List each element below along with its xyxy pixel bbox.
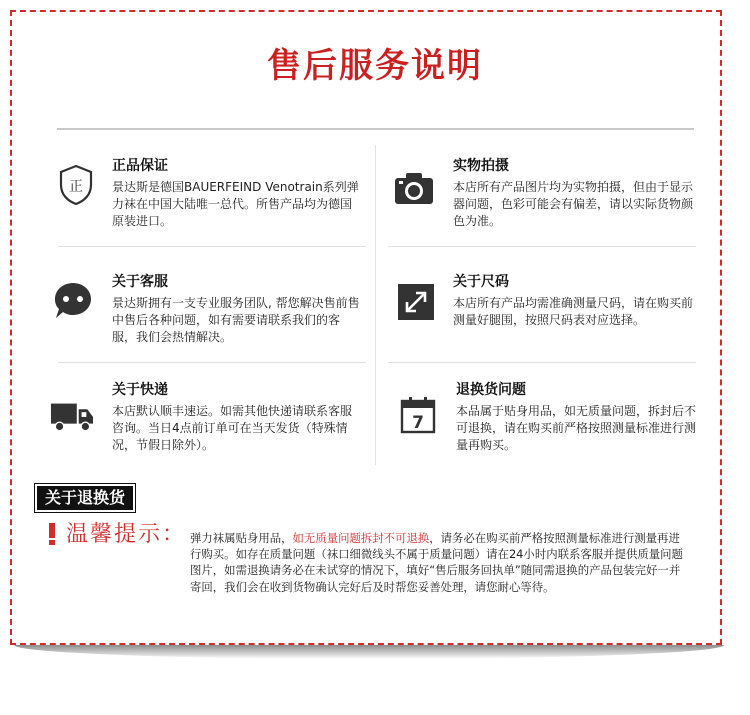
returns-section-tag: 关于退换货 [35,484,135,512]
item-title: 关于快递 [112,382,168,398]
info-item [453,157,703,230]
item-title: 实物拍摄 [453,158,509,174]
item-text: 本店默认顺丰速运。如需其他快递请联系客服咨询。当日4点前订单可在当天发货（特殊情况，节假日除外）。 [112,404,353,452]
item-title: 关于客服 [112,274,168,290]
camera-icon [392,166,436,210]
title-divider [57,128,694,130]
item-text: 景达斯是德国BAUERFEIND Venotrain系列弹力袜在中国大陆唯一总代。所售产品均为德国原装进口。 [112,180,359,228]
exclamation-icon [48,523,56,545]
row-divider [388,362,696,363]
info-item [112,273,362,346]
item-text: 景达斯拥有一支专业服务团队, 帮您解决售前售中售后各种问题，如有需要请联系我们的客服，我们会热情解决。 [112,296,360,344]
item-title: 关于尺码 [453,274,509,290]
calendar-icon [396,393,440,437]
row-divider [388,246,696,247]
notice-label: 温馨提示： [66,522,187,547]
bottom-shadow [14,645,724,659]
shield-icon [54,163,98,207]
notice-text-part: ，请务必在购买前严格按照测量标准进行测量再进行购买。如存在质量问题（袜口细微线头不属于质量问题）请在24小时内联系客服并提供质量问题图片，如需退换请务必在未试穿的情况下，填好“售后服务回执单”随同需退换的产品包装完好一并寄回，我们会在收到货物确认完好后及时帮您妥善处理，请您耐心等待。 [190,531,683,594]
notice-highlight: 如无质量问题拆封不可退换 [292,531,430,545]
info-item [453,273,703,329]
row-divider [58,246,366,247]
column-divider [375,145,376,465]
page-title: 售后服务说明 [267,46,483,86]
svg-text:7: 7 [412,413,424,433]
item-text: 本店所有产品图片均为实物拍摄，但由于显示器问题，色彩可能会有偏差，请以实际货物颜色为准。 [453,180,694,228]
chat-bubble-icon [51,279,95,323]
item-title: 退换货问题 [456,382,526,398]
notice-text-part: 弹力袜属贴身用品， [190,531,293,545]
svg-text:正: 正 [69,179,83,195]
item-text: 本品属于贴身用品，如无质量问题，拆封后不可退换，请在购买前严格按照测量标准进行测量再购买。 [456,404,697,452]
info-item [112,381,362,454]
item-title: 正品保证 [112,158,168,174]
resize-arrow-icon [394,280,438,324]
info-item [456,381,706,454]
row-divider [58,362,366,363]
truck-icon [50,394,94,438]
notice-text [190,530,690,595]
info-item [112,157,362,230]
item-text: 本店所有产品均需准确测量尺码，请在购买前测量好腿围，按照尺码表对应选择。 [453,296,694,327]
